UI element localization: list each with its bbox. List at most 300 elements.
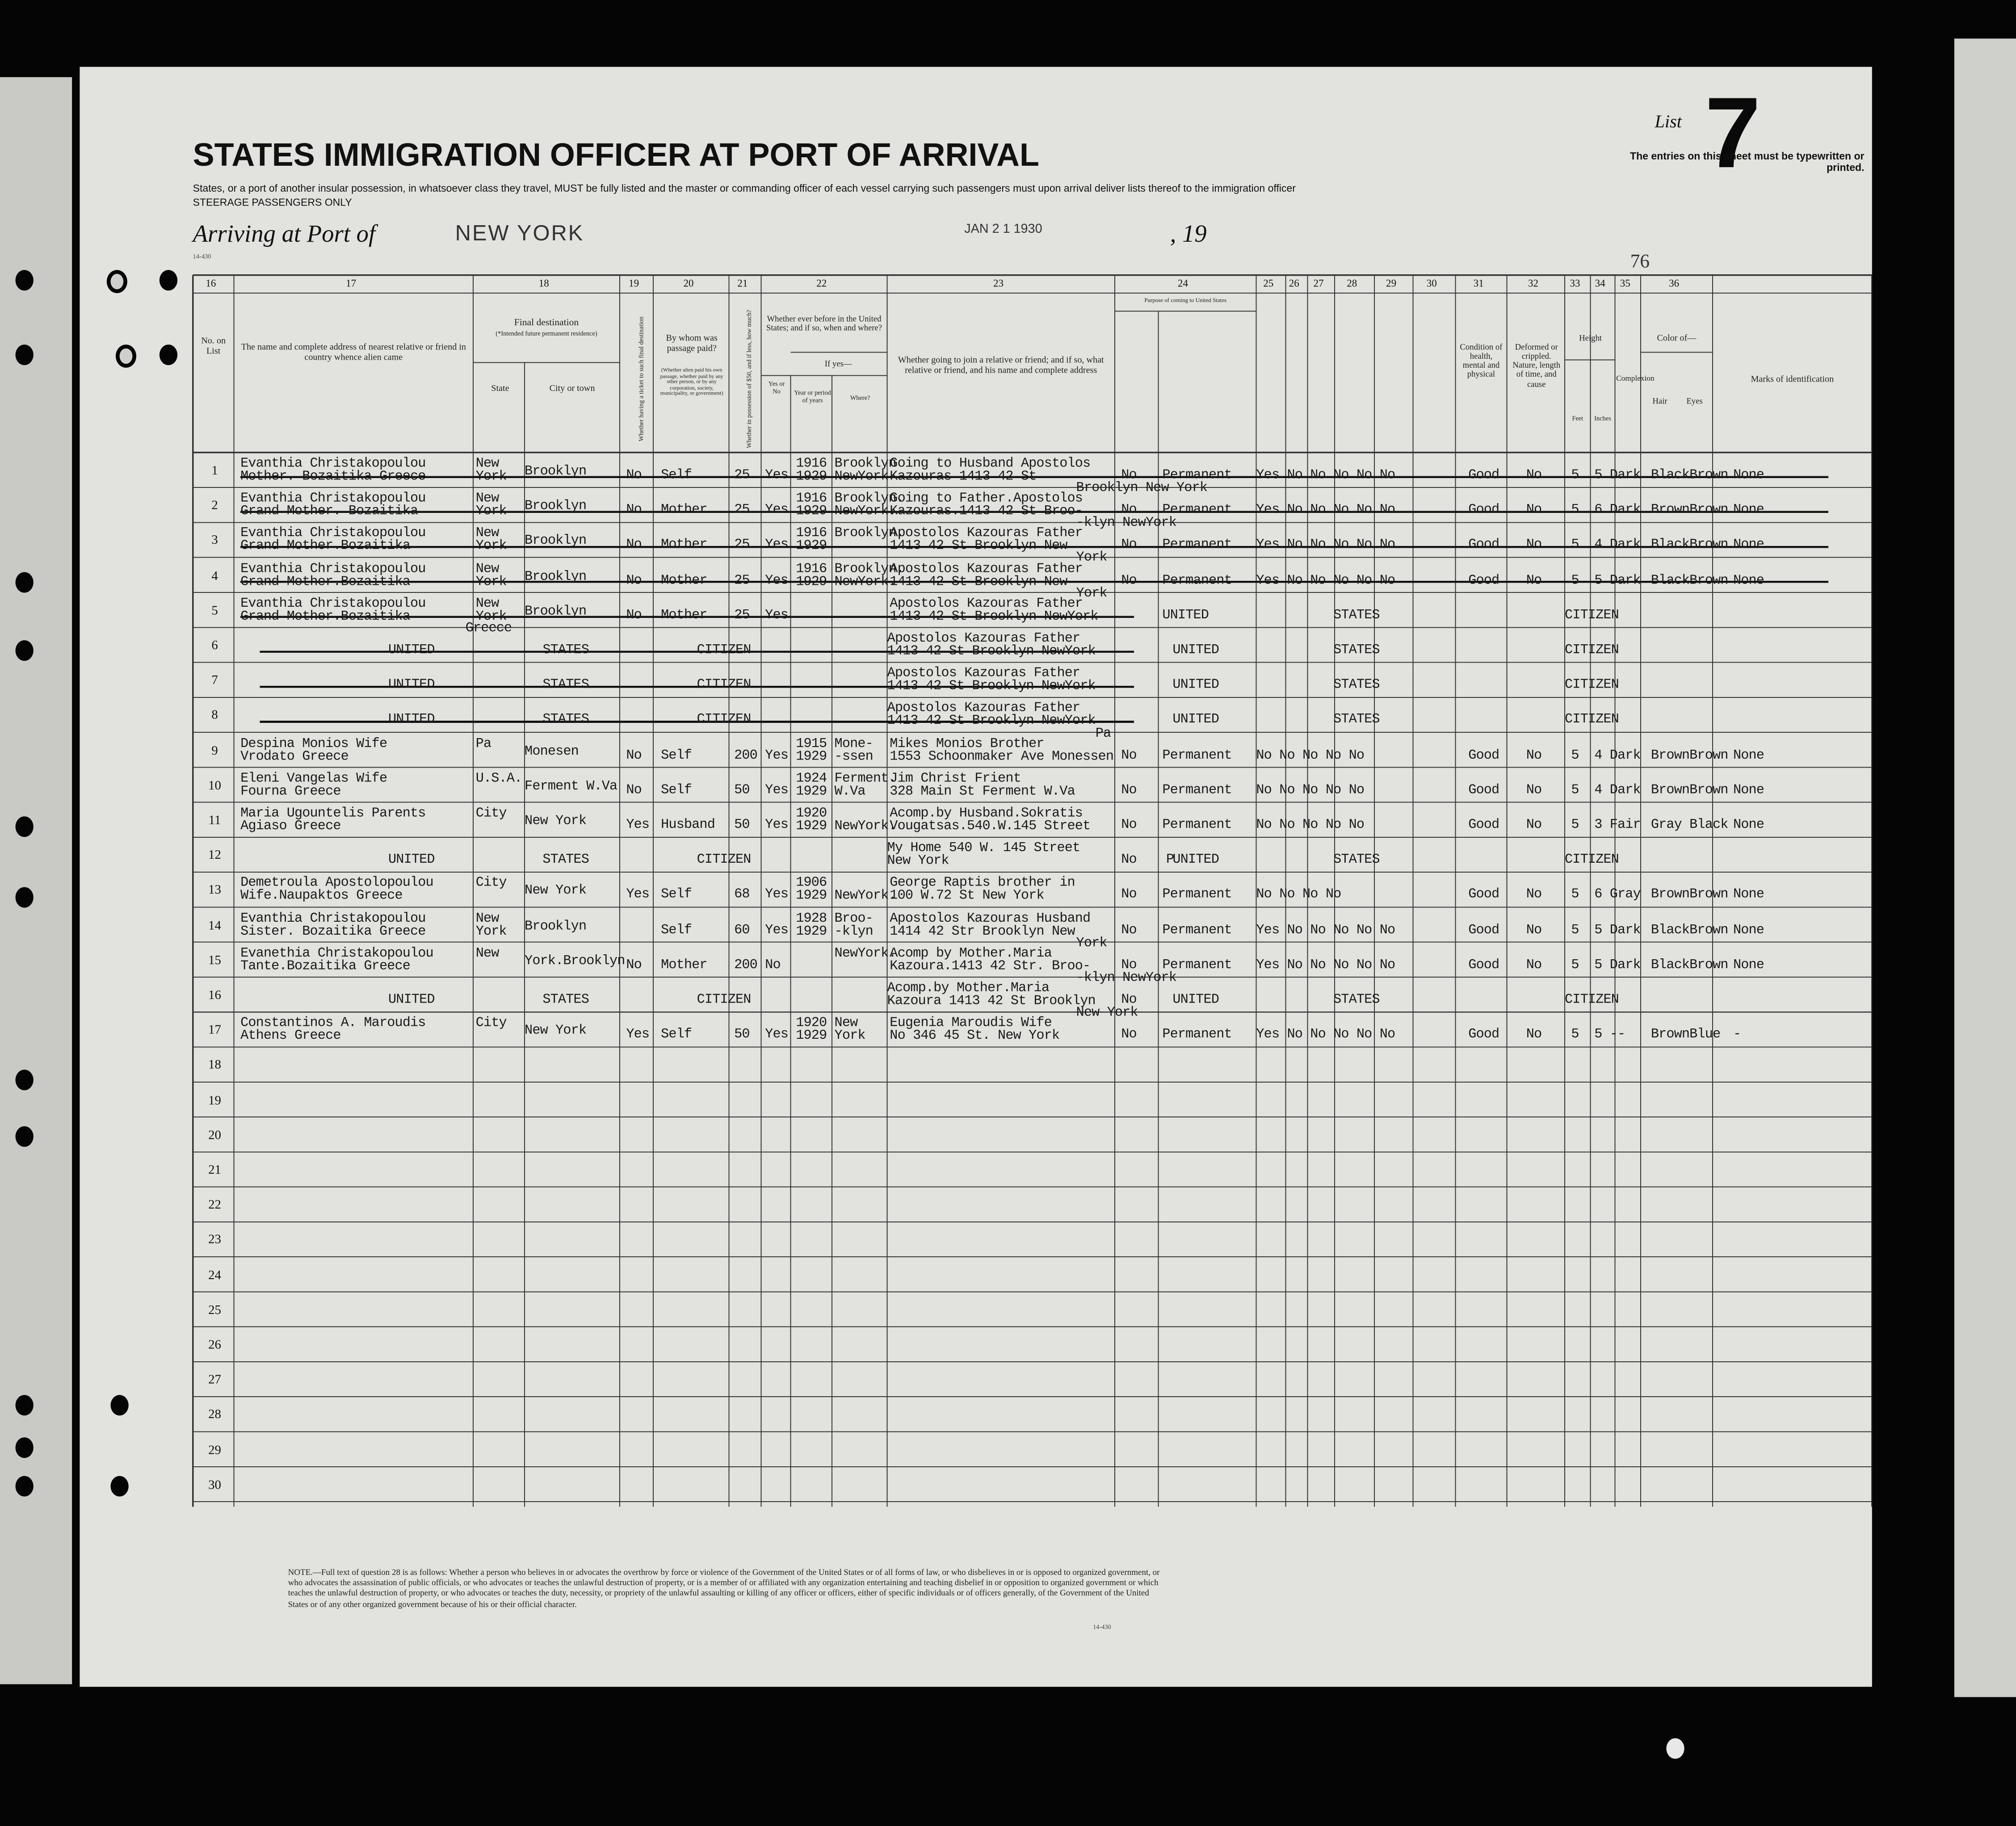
binder-hole: [16, 816, 34, 837]
before-where: NewYork.: [834, 946, 896, 961]
purpose-permanent: P: [1166, 852, 1174, 868]
ever-before: Yes: [765, 922, 789, 938]
purpose-no: No: [1121, 468, 1137, 483]
join-address: 100 W.72 St New York: [890, 889, 1044, 905]
header-eyes: Eyes: [1686, 397, 1703, 407]
purpose-no: No: [1121, 818, 1137, 833]
join-name: My Home 540 W. 145 Street: [887, 841, 1080, 857]
column-number: 35: [1620, 277, 1630, 290]
column-number: 34: [1595, 277, 1605, 290]
dest-state: City: [475, 806, 507, 822]
join-state: Pa: [1095, 726, 1111, 742]
row-number: 28: [208, 1408, 221, 1423]
row-number: 21: [208, 1163, 221, 1178]
purpose-permanent: UNITED: [1162, 608, 1209, 624]
purpose-no: No: [1121, 957, 1137, 973]
purpose-permanent: Permanent: [1162, 782, 1232, 798]
relative-address: Wife.Naupaktos Greece: [240, 889, 403, 905]
row-number: 30: [208, 1478, 221, 1493]
before-where: Mone-: [834, 736, 873, 752]
money: 50: [734, 782, 750, 798]
relative-name: Evanthia Christakopoulou: [240, 911, 426, 927]
dest-city: New York: [525, 1024, 587, 1039]
height-feet: 5: [1571, 537, 1579, 554]
page-subtitle: States, or a port of another insular possession, in whatsoever class they travel, MUST be fully listed and the master or commanding officer of each vessel carrying such passengers must upon arrival deliver lists thereof to the immigration officer: [193, 182, 1296, 194]
questions-25-30: No No No No No: [1256, 782, 1365, 798]
binder-hole: [16, 572, 34, 593]
health: Good: [1468, 468, 1499, 483]
header-passage-note: (Whether alien paid his own passage, whether paid by any other person, or by any corporation, society, municipality, or government): [660, 366, 723, 397]
relative-address: Vrodato Greece: [240, 749, 349, 765]
hair-color: Black: [1651, 922, 1690, 938]
ticket: No: [626, 573, 642, 588]
before-year-2: 1929: [796, 574, 827, 590]
relative-address: Agiaso Greece: [240, 819, 341, 835]
complexion: Fair: [1609, 818, 1641, 833]
health: Good: [1468, 782, 1499, 798]
dest-state: New: [475, 526, 499, 542]
page-number: 76: [1630, 252, 1650, 273]
steerage-label: STEERAGE PASSENGERS ONLY: [193, 197, 352, 209]
row-number: 18: [208, 1058, 221, 1073]
column-number: 17: [346, 277, 357, 290]
header-rotated: Whether having a ticket to such final destination: [639, 316, 646, 441]
deformed: No: [1526, 747, 1542, 764]
health: Good: [1468, 573, 1499, 588]
height-feet: 5: [1571, 573, 1579, 588]
header-yes-no: Yes or No: [768, 382, 785, 395]
questions-25-30: No No No No No: [1256, 747, 1365, 764]
dest-state-2: York: [475, 469, 507, 485]
height-feet: 5: [1571, 818, 1579, 833]
relative-address: Tante.Bozaitika Greece: [240, 959, 411, 974]
join-address-3: New York: [1076, 1005, 1138, 1021]
purpose-permanent: Permanent: [1162, 503, 1232, 519]
passage-paid-by: Self: [661, 887, 692, 903]
citizen-citizen: CITIZEN: [697, 678, 751, 693]
marks: None: [1733, 503, 1764, 519]
purpose-no: No: [1121, 503, 1137, 519]
header-passage: By whom was passage paid?: [666, 333, 718, 353]
questions-25-30: Yes No No No No No: [1256, 922, 1395, 938]
header-if-yes: If yes—: [824, 360, 852, 369]
relative-address: Sister. Bozaitika Greece: [240, 923, 426, 940]
deformed: No: [1526, 782, 1542, 798]
complexion: Dark: [1609, 957, 1641, 973]
ever-before: Yes: [765, 537, 789, 554]
passage-paid-by: Husband: [661, 818, 715, 833]
column-number: 31: [1473, 277, 1484, 290]
header-city: City or town: [549, 383, 595, 394]
citizen-united: UNITED: [388, 713, 435, 728]
row-number: 1: [211, 464, 218, 479]
purpose-no: No: [1121, 782, 1137, 798]
dest-state: U.S.A.: [475, 771, 522, 787]
height-feet: 5: [1571, 957, 1579, 973]
join-address-3: York: [1076, 586, 1107, 601]
citizen-states-2: STATES: [1333, 713, 1380, 728]
hair-color: Brown: [1651, 1027, 1690, 1043]
row-number: 7: [211, 674, 218, 688]
money: 25: [734, 573, 750, 588]
typewritten-note: The entries on this sheet must be typewritten or printed.: [1630, 150, 1865, 174]
dest-city: Ferment W.Va: [525, 779, 617, 794]
marks: -: [1733, 1027, 1741, 1043]
citizen-states: STATES: [542, 713, 589, 728]
hair-color: Brown: [1651, 747, 1690, 764]
binder-hole: [16, 640, 34, 661]
row-number: 11: [208, 814, 221, 828]
header-hair: Hair: [1652, 397, 1667, 407]
citizen-united: UNITED: [388, 642, 435, 659]
before-where-2: -ssen: [834, 749, 873, 765]
binder-hole: [16, 1070, 34, 1090]
purpose-permanent: Permanent: [1162, 922, 1232, 938]
citizen-citizen-2: CITIZEN: [1565, 642, 1619, 659]
purpose-permanent: Permanent: [1162, 957, 1232, 973]
column-number: 21: [737, 277, 748, 290]
height-inches: 4: [1594, 537, 1602, 554]
marks: None: [1733, 782, 1764, 798]
before-year: 1924: [796, 771, 827, 787]
deformed: No: [1526, 818, 1542, 833]
relative-address: Mother. Bozaitika Greece: [240, 469, 426, 485]
relative-name: Evanthia Christakopoulou: [240, 596, 426, 612]
before-year: 1928: [796, 911, 827, 927]
before-year: 1920: [796, 1016, 827, 1032]
before-year: 1916: [796, 526, 827, 542]
passage-paid-by: Mother: [661, 537, 707, 554]
column-number: 36: [1669, 277, 1680, 290]
column-number: 25: [1263, 277, 1274, 290]
join-address: 1413 42 St Brooklyn New: [890, 539, 1067, 555]
before-year-2: 1929: [796, 539, 827, 555]
hair-color: Brown: [1651, 887, 1690, 903]
header-complexion: Complexion: [1616, 375, 1655, 383]
dest-state: City: [475, 876, 507, 892]
header-color: Color of—: [1657, 333, 1697, 344]
header-health: Condition of health, mental and physical: [1460, 343, 1503, 380]
complexion: Dark: [1609, 573, 1641, 588]
citizen-citizen: CITIZEN: [697, 642, 751, 659]
relative-address: Grand Mother.Bozaitika: [240, 574, 411, 590]
before-where: Broo-: [834, 911, 873, 927]
ticket: No: [626, 957, 642, 973]
citizen-states-2: STATES: [1333, 992, 1380, 1008]
left-page-edge: [0, 77, 72, 1684]
row-number: 16: [208, 988, 221, 1003]
join-name: Apostolos Kazouras Father: [890, 526, 1083, 542]
citizen-states: STATES: [542, 992, 589, 1008]
row-number: 8: [211, 709, 218, 723]
before-where-2: NewYork.: [834, 819, 896, 835]
join-address: New York: [887, 854, 949, 869]
row-number: 5: [211, 604, 218, 618]
column-number: 23: [993, 277, 1004, 290]
binder-hole: [16, 344, 34, 365]
citizen-citizen: CITIZEN: [697, 713, 751, 728]
health: Good: [1468, 537, 1499, 554]
health: Good: [1468, 818, 1499, 833]
join-address: 1413 42 St Brooklyn NewYork: [890, 609, 1098, 625]
purpose-permanent: Permanent: [1162, 747, 1232, 764]
row-number: 10: [208, 779, 221, 793]
before-year-2: 1929: [796, 749, 827, 765]
join-name: Going to Father.Apostolos: [890, 491, 1083, 507]
header-rotated: Whether in possession of $50, and if less, how much?: [747, 310, 754, 449]
form-code: 14-430: [193, 254, 211, 261]
page-title: STATES IMMIGRATION OFFICER AT PORT OF ARRIVAL: [193, 137, 1039, 174]
questions-25-30: Yes No No No No No: [1256, 468, 1395, 483]
height-inches: 6: [1594, 503, 1602, 519]
height-feet: 5: [1571, 887, 1579, 903]
height-inches: 5: [1594, 1027, 1602, 1043]
column-number: 19: [629, 277, 639, 290]
join-address: 328 Main St Ferment W.Va: [890, 784, 1075, 800]
binder-hole: [16, 1395, 34, 1415]
height-inches: 4: [1594, 747, 1602, 764]
complexion: --: [1609, 1027, 1625, 1043]
citizen-states-2: STATES: [1333, 678, 1380, 693]
passage-paid-by: Mother: [661, 573, 707, 588]
purpose-no: No: [1121, 922, 1137, 938]
money: 200: [734, 957, 757, 973]
join-name: Apostolos Kazouras Husband: [890, 911, 1091, 927]
header-deformed: Deformed or crippled. Nature, length of time, and cause: [1512, 343, 1561, 389]
dest-city: Brooklyn: [525, 534, 587, 550]
citizen-citizen-2: CITIZEN: [1565, 713, 1619, 728]
column-number: 30: [1426, 277, 1437, 290]
before-year: 1906: [796, 876, 827, 892]
relative-name: Evanthia Christakopoulou: [240, 526, 426, 542]
relative-address: Athens Greece: [240, 1028, 341, 1045]
before-where: Brooklyn: [834, 456, 896, 472]
column-number: 27: [1313, 277, 1324, 290]
citizen-united: UNITED: [388, 852, 435, 868]
ever-before: Yes: [765, 608, 789, 624]
binder-hole: [110, 1395, 128, 1415]
health: Good: [1468, 887, 1499, 903]
before-where-2: NewYork.: [834, 574, 896, 590]
column-number: 29: [1386, 277, 1397, 290]
questions-25-30: No No No No No: [1256, 818, 1365, 833]
before-where: Brooklyn.: [834, 491, 904, 507]
deformed: No: [1526, 503, 1542, 519]
deformed: No: [1526, 537, 1542, 554]
hair-color: Black: [1651, 468, 1690, 483]
row-number: 6: [211, 639, 218, 653]
join-name: Jim Christ Frient: [890, 771, 1021, 787]
marks: None: [1733, 468, 1764, 483]
join-address-3: York: [1076, 550, 1107, 567]
citizen-united-2: UNITED: [1172, 642, 1219, 659]
column-number: 26: [1289, 277, 1299, 290]
row-number: 3: [211, 534, 218, 548]
relative-name: Demetroula Apostolopoulou: [240, 876, 433, 892]
ever-before: Yes: [765, 503, 789, 519]
before-where-2: -klyn: [834, 923, 873, 940]
purpose-no: No: [1121, 852, 1137, 868]
arriving-label: Arriving at Port of: [193, 221, 376, 248]
row-number: 12: [208, 848, 221, 863]
before-year-2: 1929: [796, 889, 827, 905]
deformed: No: [1526, 573, 1542, 588]
binder-hole: [16, 270, 34, 290]
money: 68: [734, 887, 750, 903]
citizen-united-2: UNITED: [1172, 992, 1219, 1008]
purpose-permanent: Permanent: [1162, 887, 1232, 903]
marks: None: [1733, 537, 1764, 554]
right-page-edge: [1954, 38, 2016, 1697]
questions-25-30: Yes No No No No No: [1256, 957, 1395, 973]
hair-color: Black: [1651, 957, 1690, 973]
dest-city: New York: [525, 814, 587, 830]
eye-color: Brown: [1689, 573, 1728, 588]
binder-hole: [16, 887, 34, 908]
binder-hole: [1666, 1738, 1684, 1759]
ticket: No: [626, 537, 642, 554]
complexion: Dark: [1609, 782, 1641, 798]
health: Good: [1468, 1027, 1499, 1043]
row-number: 29: [208, 1443, 221, 1458]
column-number: 16: [206, 277, 216, 290]
footnote: NOTE.—Full text of question 28 is as follows: Whether a person who believes in or advocates the overthrow by force or violence of the Government of the United States or of all forms of law, or who disbelieves in or is opposed to organized government, or who advocates the assassination of public officials, or who advocates or teaches the unlawful destruction of property, or is a member of or affiliated with any organization entertaining and teaching disbelief in or opposition to organized government or which teaches the unlawful destruction of property, or who advocates or teaches the duty, necessity, or propriety of the unlawful assaulting or killing of any officer or officers, either of specific individuals or of officers generally, of the Government of the United States or of any other organized government because of his or their official character.: [288, 1568, 1160, 1609]
row-number: 13: [208, 884, 221, 898]
binder-hole: [16, 1437, 34, 1458]
binder-hole: [16, 1126, 34, 1147]
before-where-2: York: [834, 1028, 865, 1045]
dest-state: New: [475, 946, 499, 961]
relative-name: Evanethia Christakopoulou: [240, 946, 433, 961]
passage-paid-by: Mother: [661, 608, 707, 624]
before-year: 1915: [796, 736, 827, 752]
relative-name: Constantinos A. Maroudis: [240, 1016, 426, 1032]
header-destination-note: (*Intended future permanent residence): [496, 332, 597, 338]
passage-paid-by: Self: [661, 922, 692, 938]
purpose-no: No: [1121, 573, 1137, 588]
dest-city: New York: [525, 884, 587, 899]
citizen-citizen-2: CITIZEN: [1565, 852, 1619, 868]
before-where-2: NewYork: [834, 469, 889, 485]
passage-paid-by: Self: [661, 747, 692, 764]
relative-name: Despina Monios Wife: [240, 736, 387, 752]
column-number: 20: [683, 277, 694, 290]
money: 60: [734, 922, 750, 938]
join-name: Acomp by Mother.Maria: [890, 946, 1052, 961]
dest-state: New: [475, 456, 499, 472]
row-number: 4: [211, 569, 218, 583]
marks: None: [1733, 747, 1764, 764]
height-feet: 5: [1571, 782, 1579, 798]
header-destination: Final destination: [514, 316, 579, 328]
marks: None: [1733, 922, 1764, 938]
ever-before: Yes: [765, 887, 789, 903]
join-address: Vougatsas.540.W.145 Street: [890, 819, 1091, 835]
join-address: 1413 42 St Brooklyn NewYork: [887, 714, 1096, 730]
purpose-no: No: [1121, 1027, 1137, 1043]
column-number: 18: [538, 277, 549, 290]
relative-address: Grand Mother. Bozaitika: [240, 504, 418, 520]
before-where: New: [834, 1016, 858, 1032]
money: 50: [734, 818, 750, 833]
before-year-2: 1929: [796, 784, 827, 800]
purpose-permanent: Permanent: [1162, 468, 1232, 483]
height-inches: 6: [1594, 887, 1602, 903]
dest-city: Brooklyn: [525, 569, 587, 585]
eye-color: Brown: [1689, 537, 1728, 554]
passage-paid-by: Self: [661, 1027, 692, 1043]
join-address: 1553 Schoonmaker Ave Monessen: [890, 749, 1114, 765]
row-number: 15: [208, 953, 221, 968]
height-inches: 5: [1594, 468, 1602, 483]
before-year-2: 1929: [796, 1028, 827, 1045]
port-name: NEW YORK: [455, 221, 584, 246]
join-address: Kazoura 1413 42 St Brooklyn: [887, 994, 1096, 1009]
binder-hole: [110, 1476, 128, 1496]
header-purpose: Purpose of coming to United States: [1144, 297, 1227, 304]
hair-color: Gray: [1651, 818, 1682, 833]
citizen-united-2: UNITED: [1172, 713, 1219, 728]
dest-city: York.Brooklyn: [525, 953, 625, 970]
dest-city: Monesen: [525, 743, 579, 760]
join-address: 1413 42 St Brooklyn New: [890, 574, 1067, 590]
eye-color: Brown: [1689, 887, 1728, 903]
dest-state-2: York: [475, 504, 507, 520]
relative-name: Evanthia Christakopoulou: [240, 561, 426, 577]
citizen-citizen: CITIZEN: [1565, 608, 1619, 624]
before-where: Brooklyn.: [834, 561, 904, 577]
relative-address: Grand Mother.Bozaitika: [240, 609, 411, 625]
header-year: Year or period of years: [794, 390, 831, 405]
passage-paid-by: Self: [661, 782, 692, 798]
before-year: 1916: [796, 561, 827, 577]
relative-name: Evanthia Christakopoulou: [240, 491, 426, 507]
questions-25-30: Yes No No No No No: [1256, 573, 1395, 588]
before-where-2: NewYork.: [834, 889, 896, 905]
header-inches: Inches: [1594, 416, 1611, 423]
before-year: 1916: [796, 491, 827, 507]
citizen-citizen-2: CITIZEN: [1565, 992, 1619, 1008]
column-number: 24: [1177, 277, 1188, 290]
complexion: Gray: [1609, 887, 1641, 903]
citizen-united-2: UNITED: [1172, 678, 1219, 693]
binder-hole: [16, 1476, 34, 1496]
dest-state: New: [475, 491, 499, 507]
row-number: 23: [208, 1233, 221, 1248]
join-address: Kazouras 1413 42 St: [890, 469, 1037, 485]
eye-color: Brown: [1689, 782, 1728, 798]
join-name: Apostolos Kazouras Father: [890, 561, 1083, 577]
header-join: Whether going to join a relative or friend; and if so, what relative or friend, and his name and complete address: [898, 355, 1104, 375]
ever-before: Yes: [765, 1027, 789, 1043]
complexion: Dark: [1609, 468, 1641, 483]
questions-25-30: Yes No No No No No: [1256, 1027, 1395, 1043]
before-year-2: 1929: [796, 469, 827, 485]
ticket: Yes: [626, 818, 650, 833]
row-number: 2: [211, 499, 218, 513]
deformed: No: [1526, 887, 1542, 903]
hair-color: Black: [1651, 537, 1690, 554]
list-number: 7: [1705, 76, 1761, 189]
complexion: Dark: [1609, 503, 1641, 519]
height-feet: 5: [1571, 468, 1579, 483]
column-number: 22: [816, 277, 827, 290]
relative-name: Evanthia Christakopoulou: [240, 456, 426, 472]
ticket: No: [626, 747, 642, 764]
join-address-3: Brooklyn New York: [1076, 481, 1208, 496]
eye-color: Brown: [1689, 747, 1728, 764]
money: 25: [734, 537, 750, 554]
